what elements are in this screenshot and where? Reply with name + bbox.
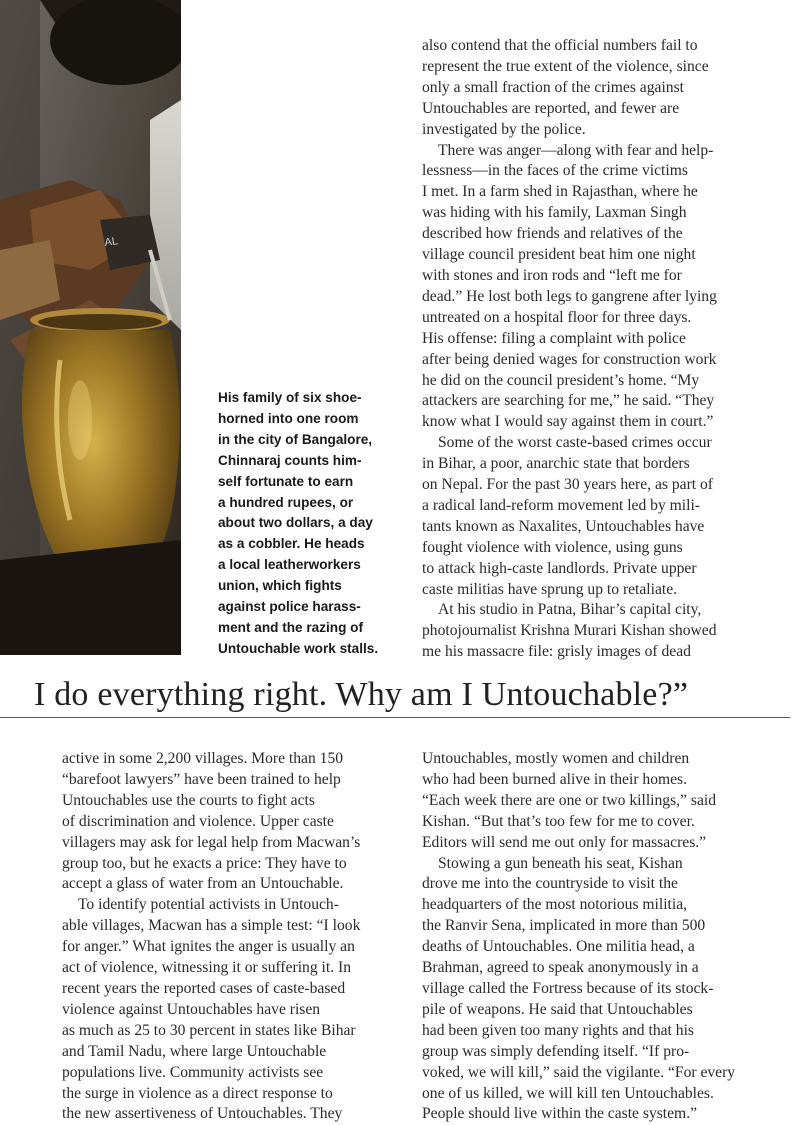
body-line: caste militias have sprung up to retaliate.	[422, 580, 678, 598]
body-line: populations live. Community activists see	[62, 1063, 324, 1081]
caption-line: horned into one room	[218, 410, 359, 426]
photo-caption	[218, 388, 408, 660]
pull-quote: I do everything right. Why am I Untouchable?”	[34, 676, 689, 713]
body-line: headquarters of the most notorious militia,	[422, 896, 688, 914]
caption-line: as a cobbler. He heads	[218, 536, 365, 552]
body-line: me his massacre file: grisly images of dead	[422, 643, 691, 661]
caption-line: His family of six shoe-	[218, 390, 362, 405]
body-line: described how friends and relatives of the	[422, 225, 683, 243]
body-line: the surge in violence as a direct response to	[62, 1084, 333, 1102]
body-line: Untouchables, mostly women and children	[422, 750, 690, 767]
svg-text:AL: AL	[103, 235, 119, 249]
article-column-bottom-left	[62, 749, 392, 1125]
body-line: know what I would say against them in court.”	[422, 413, 714, 431]
body-line: of discrimination and violence. Upper caste	[62, 812, 334, 830]
body-line: in Bihar, a poor, anarchic state that borders	[422, 455, 690, 473]
body-line: At his studio in Patna, Bihar’s capital city,	[438, 601, 702, 619]
body-line: who had been burned alive in their homes.	[422, 770, 688, 788]
caption-line: in the city of Bangalore,	[218, 431, 373, 447]
body-line: village council president beat him one night	[422, 246, 696, 264]
body-line: “barefoot lawyers” have been trained to help	[62, 770, 341, 788]
caption-line: about two dollars, a day	[218, 515, 373, 531]
body-line: Untouchables use the courts to fight acts	[62, 791, 315, 809]
body-line: recent years the reported cases of caste-based	[62, 979, 346, 997]
caption-line: a hundred rupees, or	[218, 494, 354, 510]
caption-line: self fortunate to earn	[218, 473, 354, 489]
caption-line: ment and the razing of	[218, 619, 364, 635]
body-line: active in some 2,200 villages. More than 150	[62, 750, 344, 767]
caption-line: a local leatherworkers	[218, 557, 361, 573]
body-line: Some of the worst caste-based crimes occur	[438, 434, 712, 452]
caption-line: Chinnaraj counts him-	[218, 452, 362, 468]
body-line: to attack high-caste landlords. Private upper	[422, 559, 697, 577]
caption-line: against police harass-	[218, 599, 361, 615]
body-line: “Each week there are one or two killings,” said	[422, 791, 716, 809]
body-line: villagers may ask for legal help from Macwan’s	[62, 833, 361, 851]
body-line: dead.” He lost both legs to gangrene after lying	[422, 287, 717, 305]
body-line: accept a glass of water from an Untouchable.	[62, 875, 344, 893]
body-line: People should live within the caste system.”	[422, 1105, 698, 1123]
body-line: a radical land-reform movement led by mili-	[422, 496, 700, 514]
body-line: the new assertiveness of Untouchables. They	[62, 1105, 343, 1123]
body-line: had been given too many rights and that his	[422, 1021, 694, 1039]
caption-line: union, which fights	[218, 578, 342, 594]
body-line: pile of weapons. He said that Untouchables	[422, 1000, 693, 1018]
body-line: act of violence, witnessing it or suffering it. In	[62, 959, 351, 977]
body-line: Kishan. “But that’s too few for me to cover.	[422, 812, 695, 830]
body-line: and Tamil Nadu, where large Untouchable	[62, 1042, 327, 1060]
body-line: after being denied wages for construction work	[422, 350, 717, 368]
photo-illustration	[0, 0, 181, 655]
body-line: To identify potential activists in Untouch-	[78, 896, 339, 914]
body-line: lessness—in the faces of the crime victims	[422, 162, 688, 180]
body-line: as much as 25 to 30 percent in states like Bihar	[62, 1021, 356, 1039]
body-line: untreated on a hospital floor for three days.	[422, 308, 692, 326]
body-line: represent the true extent of the violence, since	[422, 57, 709, 75]
body-line: investigated by the police.	[422, 120, 586, 138]
body-line: able villages, Macwan has a simple test: “I look	[62, 917, 361, 935]
body-line: I met. In a farm shed in Rajasthan, where he	[422, 183, 698, 201]
body-line: Stowing a gun beneath his seat, Kishan	[438, 854, 683, 872]
body-line: one of us killed, we will kill ten Untouchables.	[422, 1084, 714, 1102]
body-line: group too, but he exacts a price: They have to	[62, 854, 347, 872]
cobbler-photo	[0, 0, 181, 655]
pull-quote-rule	[0, 717, 790, 718]
article-column-bottom-right	[422, 749, 772, 1125]
body-line: photojournalist Krishna Murari Kishan showed	[422, 622, 717, 640]
body-line: Untouchables are reported, and fewer are	[422, 99, 680, 117]
body-line: was hiding with his family, Laxman Singh	[422, 204, 687, 222]
body-line: attackers are searching for me,” he said. “They	[422, 392, 715, 410]
body-line: group was simply defending itself. “If pro-	[422, 1042, 690, 1060]
body-line: on Nepal. For the past 30 years here, as part of	[422, 476, 713, 494]
body-line: only a small fraction of the crimes against	[422, 78, 684, 96]
body-line: deaths of Untouchables. One militia head, a	[422, 938, 695, 956]
body-line: violence against Untouchables have risen	[62, 1000, 321, 1018]
body-line: tants known as Naxalites, Untouchables have	[422, 517, 705, 535]
body-line: he did on the council president’s home. “My	[422, 371, 700, 389]
article-column-top-right	[422, 36, 772, 663]
body-line: the Ranvir Sena, implicated in more than 500	[422, 917, 706, 935]
body-line: There was anger—along with fear and help-	[438, 141, 714, 159]
caption-line: Untouchable work stalls.	[218, 640, 379, 656]
body-line: also contend that the official numbers fail to	[422, 37, 698, 54]
body-line: His offense: filing a complaint with police	[422, 329, 686, 347]
body-line: Editors will send me out only for massacres.”	[422, 833, 707, 851]
body-line: with stones and iron rods and “left me for	[422, 266, 682, 284]
body-line: village called the Fortress because of its stock-	[422, 979, 714, 997]
body-line: drove me into the countryside to visit the	[422, 875, 678, 893]
body-line: fought violence with violence, using guns	[422, 538, 683, 556]
body-line: for anger.” What ignites the anger is usually an	[62, 938, 355, 956]
body-line: voked, we will kill,” said the vigilante. “For every	[422, 1063, 736, 1081]
body-line: Brahman, agreed to speak anonymously in a	[422, 959, 699, 977]
